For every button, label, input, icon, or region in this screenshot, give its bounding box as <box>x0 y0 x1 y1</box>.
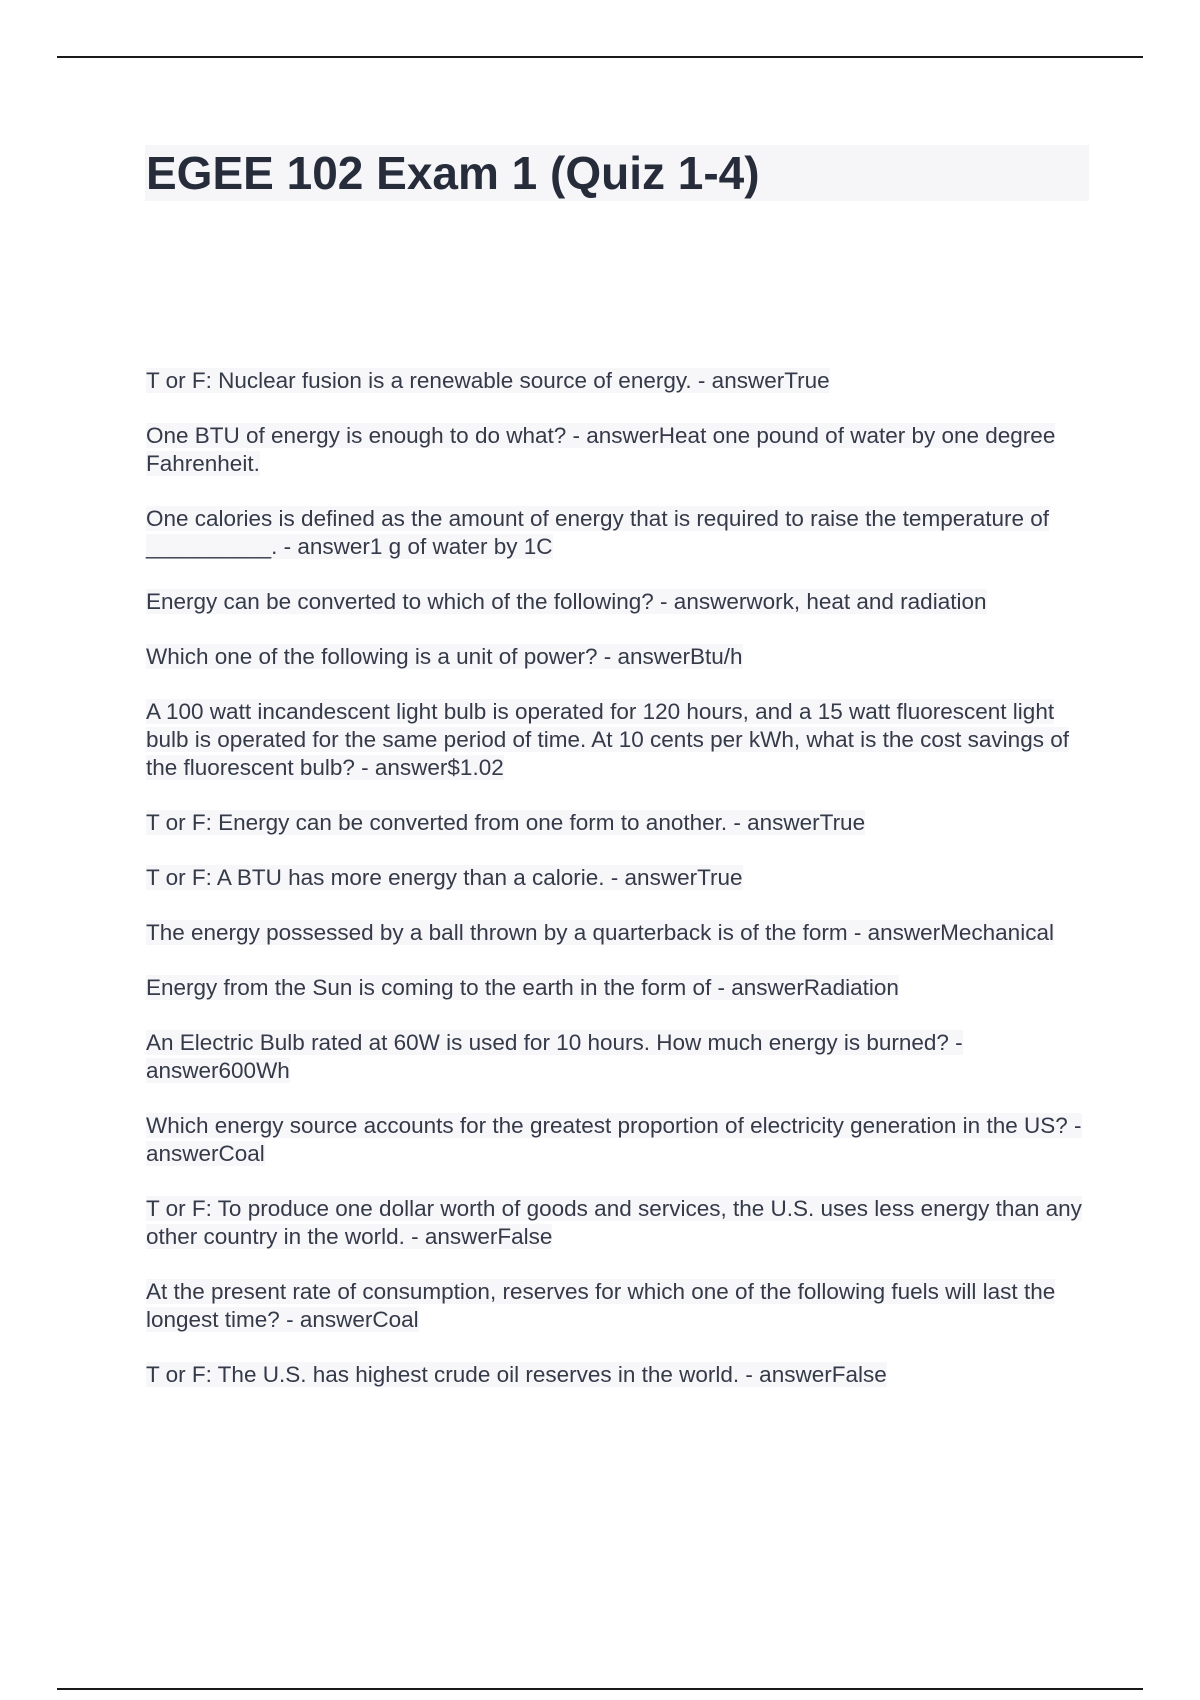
question-answer-text: The energy possessed by a ball thrown by a quarterback is of the form - answerMechanical <box>146 920 1054 945</box>
question-answer-text: One BTU of energy is enough to do what? - answerHeat one pound of water by one degree Fahrenheit. <box>146 423 1056 476</box>
question-answer-text: One calories is defined as the amount of energy that is required to raise the temperature of __________. - answer1 g of water by 1C <box>146 506 1050 559</box>
question-answer-text: T or F: Energy can be converted from one form to another. - answerTrue <box>146 810 866 835</box>
question-answer-text: T or F: Nuclear fusion is a renewable source of energy. - answerTrue <box>146 368 830 393</box>
list-item <box>146 919 1091 947</box>
list-item <box>146 422 1091 478</box>
question-answer-text: At the present rate of consumption, reserves for which one of the following fuels will last the longest time? - answerCoal <box>146 1279 1056 1332</box>
list-item <box>146 643 1091 671</box>
list-item <box>146 588 1091 616</box>
question-answer-text: A 100 watt incandescent light bulb is operated for 120 hours, and a 15 watt fluorescent light bulb is operated for the same period of time. At 10 cents per kWh, what is the cost savings of the fluorescent bulb? - answer$1.02 <box>146 699 1069 780</box>
list-item <box>146 367 1091 395</box>
list-item <box>146 1029 1091 1085</box>
list-item <box>146 974 1091 1002</box>
question-answer-text: T or F: To produce one dollar worth of goods and services, the U.S. uses less energy than any other country in the world. - answerFalse <box>146 1196 1082 1249</box>
question-list <box>146 367 1091 1416</box>
question-answer-text: An Electric Bulb rated at 60W is used for 10 hours. How much energy is burned? - answer600Wh <box>146 1030 963 1083</box>
question-answer-text: Which energy source accounts for the greatest proportion of electricity generation in the US? - answerCoal <box>146 1113 1082 1166</box>
question-answer-text: Energy from the Sun is coming to the earth in the form of - answerRadiation <box>146 975 899 1000</box>
question-answer-text: T or F: The U.S. has highest crude oil reserves in the world. - answerFalse <box>146 1362 887 1387</box>
list-item <box>146 698 1091 782</box>
question-answer-text: Which one of the following is a unit of power? - answerBtu/h <box>146 644 743 669</box>
top-rule <box>57 56 1143 58</box>
question-answer-text: Energy can be converted to which of the following? - answerwork, heat and radiation <box>146 589 987 614</box>
list-item <box>146 1112 1091 1168</box>
list-item <box>146 1361 1091 1389</box>
bottom-rule <box>57 1688 1143 1690</box>
document-title: EGEE 102 Exam 1 (Quiz 1-4) <box>146 147 760 199</box>
list-item <box>146 505 1091 561</box>
list-item <box>146 809 1091 837</box>
list-item <box>146 864 1091 892</box>
question-answer-text: T or F: A BTU has more energy than a calorie. - answerTrue <box>146 865 743 890</box>
list-item <box>146 1278 1091 1334</box>
list-item <box>146 1195 1091 1251</box>
